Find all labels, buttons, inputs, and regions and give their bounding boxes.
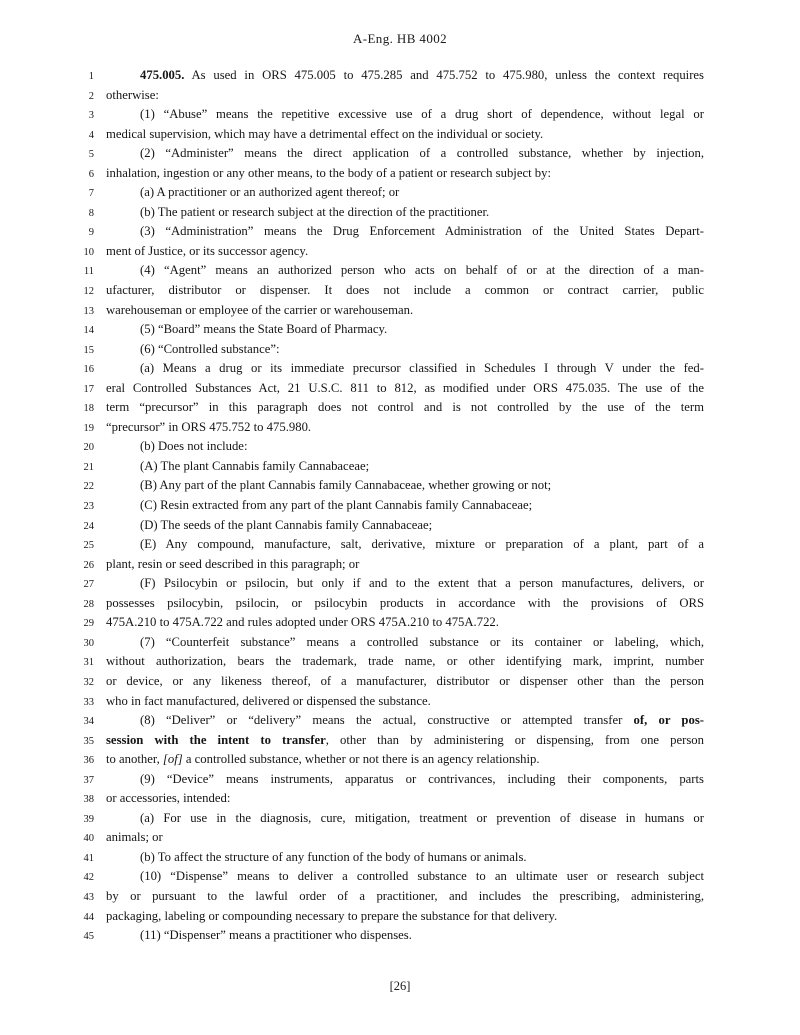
text-segment: ment of Justice, or its successor agency. — [106, 243, 309, 258]
document-line — [0, 633, 800, 653]
line-number: 27 — [83, 579, 94, 591]
line-text — [106, 867, 704, 887]
document-line — [0, 731, 800, 751]
line-text — [106, 476, 704, 496]
document-line — [0, 613, 800, 633]
text-segment: possesses psilocybin, psilocin, or psilocybin products in accordance with the provisions of ORS — [106, 595, 704, 610]
line-number: 16 — [83, 364, 94, 376]
text-segment: 475A.210 to 475A.722 and rules adopted under ORS 475A.210 to 475A.722. — [106, 615, 499, 630]
text-segment: by or pursuant to the lawful order of a practitioner, and includes the prescribing, administering, — [106, 888, 704, 903]
text-segment: (a) For use in the diagnosis, cure, mitigation, treatment or prevention of disease in humans or — [140, 810, 704, 825]
line-number: 40 — [83, 833, 94, 845]
line-text — [106, 105, 704, 125]
line-text — [106, 652, 704, 672]
text-segment: term “precursor” in this paragraph does not control and is not controlled by the use of the term — [106, 400, 704, 415]
line-number: 30 — [83, 637, 94, 649]
document-line — [0, 359, 800, 379]
line-text — [106, 770, 704, 790]
text-segment: (A) The plant Cannabis family Cannabaceae; — [140, 458, 370, 473]
document-line — [0, 828, 800, 848]
line-text — [106, 516, 704, 536]
line-number: 34 — [83, 716, 94, 728]
text-segment: (10) “Dispense” means to deliver a controlled substance to an ultimate user or research subject — [140, 869, 704, 884]
line-number: 24 — [83, 520, 94, 532]
text-segment: (9) “Device” means instruments, apparatus or contrivances, including their components, parts — [140, 771, 704, 786]
document-line — [0, 555, 800, 575]
line-text — [106, 437, 704, 457]
line-number: 45 — [83, 931, 94, 943]
line-number: 33 — [83, 696, 94, 708]
line-text — [106, 828, 704, 848]
line-number: 25 — [83, 540, 94, 552]
line-text — [106, 496, 704, 516]
line-number: 44 — [83, 911, 94, 923]
document-line — [0, 848, 800, 868]
line-text — [106, 222, 704, 242]
document-line — [0, 418, 800, 438]
line-number: 15 — [83, 344, 94, 356]
document-line — [0, 574, 800, 594]
line-text — [106, 672, 704, 692]
line-text — [106, 66, 704, 86]
line-text — [106, 633, 704, 653]
document-line — [0, 926, 800, 946]
line-text — [106, 398, 704, 418]
text-segment: eral Controlled Substances Act, 21 U.S.C. 811 to 812, as modified under ORS 475.035. The use of the — [106, 380, 704, 395]
text-segment: (a) A practitioner or an authorized agent thereof; or — [140, 185, 400, 200]
line-number: 13 — [83, 305, 94, 317]
line-number: 17 — [83, 383, 94, 395]
text-segment: (2) “Administer” means the direct application of a controlled substance, whether by injection, — [140, 146, 704, 161]
line-text — [106, 731, 704, 751]
document-line — [0, 692, 800, 712]
line-text — [106, 320, 704, 340]
line-text — [106, 692, 704, 712]
document-line — [0, 437, 800, 457]
document-line — [0, 281, 800, 301]
text-segment: ufacturer, distributor or dispenser. It does not include a common or contract carrier, public — [106, 283, 704, 298]
document-line — [0, 496, 800, 516]
document-line — [0, 887, 800, 907]
line-number: 39 — [83, 813, 94, 825]
document-line — [0, 672, 800, 692]
line-text — [106, 887, 704, 907]
line-text — [106, 164, 704, 184]
document-line — [0, 105, 800, 125]
line-number: 42 — [83, 872, 94, 884]
line-text — [106, 848, 704, 868]
line-text — [106, 359, 704, 379]
line-text — [106, 711, 704, 731]
text-segment: or device, or any likeness thereof, of a manufacturer, distributor or dispenser other than the person — [106, 673, 704, 688]
document-line — [0, 750, 800, 770]
text-segment: (E) Any compound, manufacture, salt, derivative, mixture or preparation of a plant, part of a — [140, 537, 704, 552]
line-number: 43 — [83, 891, 94, 903]
line-number: 32 — [83, 676, 94, 688]
line-text — [106, 535, 704, 555]
added-text-segment: session with the intent to transfer — [106, 732, 326, 747]
line-number: 5 — [88, 149, 94, 161]
text-segment: medical supervision, which may have a detrimental effect on the individual or society. — [106, 126, 544, 141]
line-text — [106, 203, 704, 223]
line-number: 12 — [83, 286, 94, 298]
text-segment: (F) Psilocybin or psilocin, but only if and to the extent that a person manufactures, delivers, or — [140, 576, 704, 591]
text-segment: (B) Any part of the plant Cannabis family Cannabaceae, whether growing or not; — [140, 478, 552, 493]
line-text — [106, 809, 704, 829]
line-number: 6 — [88, 168, 94, 180]
text-segment: (b) To affect the structure of any function of the body of humans or animals. — [140, 849, 527, 864]
line-number: 20 — [83, 442, 94, 454]
document-line — [0, 320, 800, 340]
line-number: 29 — [83, 618, 94, 630]
document-line — [0, 203, 800, 223]
document-line — [0, 457, 800, 477]
document-line — [0, 183, 800, 203]
line-number: 36 — [83, 755, 94, 767]
line-text — [106, 301, 704, 321]
document-header-title: A-Eng. HB 4002 — [352, 31, 448, 46]
text-segment: packaging, labeling or compounding necessary to prepare the substance for that delivery. — [106, 908, 558, 923]
document-line — [0, 301, 800, 321]
line-number: 11 — [83, 266, 94, 278]
document-line — [0, 261, 800, 281]
line-number: 10 — [83, 246, 94, 258]
text-segment: (4) “Agent” means an authorized person who acts on behalf of or at the direction of a man- — [140, 263, 704, 278]
text-segment: (a) Means a drug or its immediate precursor classified in Schedules I through V under the fed- — [140, 361, 704, 376]
line-number: 18 — [83, 403, 94, 415]
line-number: 23 — [83, 501, 94, 513]
line-number: 2 — [88, 90, 94, 102]
added-text-segment: of, or pos- — [633, 713, 704, 728]
text-segment: (11) “Dispenser” means a practitioner who dispenses. — [140, 928, 412, 943]
document-line — [0, 789, 800, 809]
line-text — [106, 750, 704, 770]
line-number: 41 — [83, 852, 94, 864]
document-line — [0, 476, 800, 496]
line-text — [106, 594, 704, 614]
document-line — [0, 164, 800, 184]
text-segment: plant, resin or seed described in this paragraph; or — [106, 556, 360, 571]
added-text-segment: 475.005. — [140, 68, 185, 82]
line-number: 28 — [83, 598, 94, 610]
line-number: 4 — [88, 129, 94, 141]
text-segment: “precursor” in ORS 475.752 to 475.980. — [106, 419, 312, 434]
document-line — [0, 86, 800, 106]
line-number: 19 — [83, 422, 94, 434]
line-number: 1 — [88, 71, 94, 82]
line-text — [106, 418, 704, 438]
line-number: 14 — [83, 325, 94, 337]
line-number: 37 — [83, 774, 94, 786]
document-line — [0, 66, 800, 86]
text-segment: (C) Resin extracted from any part of the plant Cannabis family Cannabaceae; — [140, 498, 533, 513]
document-line — [0, 594, 800, 614]
text-segment: (6) “Controlled substance”: — [140, 341, 280, 356]
text-segment: (b) The patient or research subject at the direction of the practitioner. — [140, 204, 490, 219]
text-segment: (8) “Deliver” or “delivery” means the actual, constructive or attempted transfer — [140, 713, 634, 728]
document-line — [0, 144, 800, 164]
line-number: 8 — [88, 207, 94, 219]
text-segment: (D) The seeds of the plant Cannabis family Cannabaceae; — [140, 517, 433, 532]
document-line — [0, 867, 800, 887]
line-text — [106, 926, 704, 946]
line-number: 21 — [83, 461, 94, 473]
line-number: 35 — [83, 735, 94, 747]
text-segment: (1) “Abuse” means the repetitive excessive use of a drug short of dependence, without legal or — [140, 107, 704, 122]
text-segment: inhalation, ingestion or any other means, to the body of a patient or research subject by: — [106, 165, 551, 180]
text-segment: (3) “Administration” means the Drug Enforcement Administration of the United States Depart- — [140, 224, 704, 239]
line-text — [106, 86, 704, 106]
document-line — [0, 711, 800, 731]
document-line — [0, 907, 800, 927]
text-segment: (b) Does not include: — [140, 439, 248, 454]
line-number: 9 — [88, 227, 94, 239]
deleted-text-segment: [of] — [162, 752, 183, 767]
document-line — [0, 809, 800, 829]
line-text — [106, 907, 704, 927]
line-text — [106, 613, 704, 633]
text-segment: As used in ORS 475.005 to 475.285 and 475.752 to 475.980, unless the context requires — [184, 68, 704, 82]
line-text — [106, 555, 704, 575]
text-segment: , other than by administering or dispensing, from one person — [325, 732, 704, 747]
document-line — [0, 516, 800, 536]
text-segment: without authorization, bears the trademark, trade name, or other identifying mark, imprint, number — [106, 654, 704, 669]
text-segment: who in fact manufactured, delivered or dispensed the substance. — [106, 693, 431, 708]
text-segment: to another, — [106, 752, 163, 767]
document-lines — [0, 66, 800, 946]
document-line — [0, 125, 800, 145]
text-segment: otherwise: — [106, 87, 159, 102]
line-text — [106, 125, 704, 145]
document-line — [0, 535, 800, 555]
document-line — [0, 379, 800, 399]
line-number: 26 — [83, 559, 94, 571]
line-number: 22 — [83, 481, 94, 493]
document-line — [0, 652, 800, 672]
line-text — [106, 242, 704, 262]
line-number: 3 — [88, 110, 94, 122]
line-number: 38 — [83, 794, 94, 806]
line-number: 7 — [88, 188, 94, 200]
document-line — [0, 340, 800, 360]
text-segment: animals; or — [106, 830, 163, 845]
line-text — [106, 379, 704, 399]
text-segment: warehouseman or employee of the carrier or warehouseman. — [106, 302, 414, 317]
text-segment: or accessories, intended: — [106, 791, 231, 806]
line-text — [106, 144, 704, 164]
line-text — [106, 261, 704, 281]
line-number: 31 — [83, 657, 94, 669]
text-segment: (5) “Board” means the State Board of Pharmacy. — [140, 322, 388, 337]
line-text — [106, 281, 704, 301]
line-text — [106, 183, 704, 203]
document-line — [0, 398, 800, 418]
line-text — [106, 574, 704, 594]
line-text — [106, 789, 704, 809]
text-segment: a controlled substance, whether or not there is an agency relationship. — [182, 752, 540, 767]
page-number: [26] — [389, 979, 411, 993]
line-text — [106, 340, 704, 360]
document-line — [0, 770, 800, 790]
document-line — [0, 222, 800, 242]
line-text — [106, 457, 704, 477]
document-line — [0, 242, 800, 262]
text-segment: (7) “Counterfeit substance” means a controlled substance or its container or labeling, which, — [140, 634, 704, 649]
